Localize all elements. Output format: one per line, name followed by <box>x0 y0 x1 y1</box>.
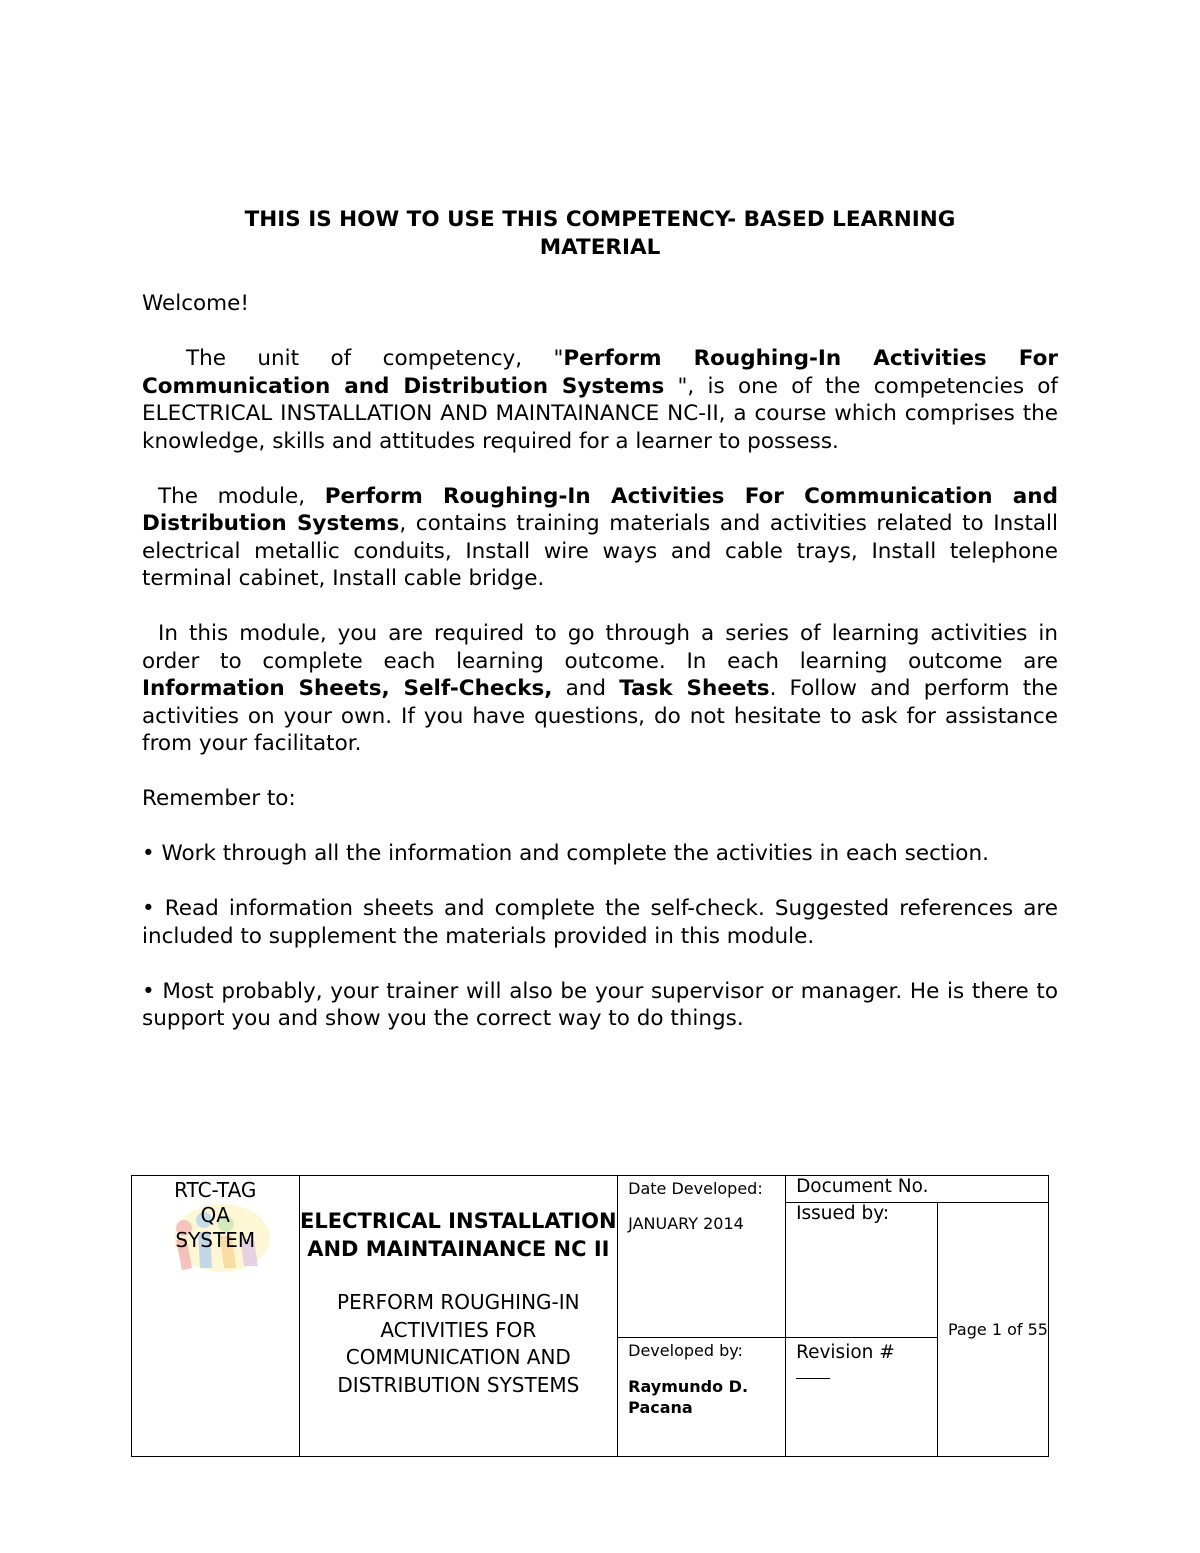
para2-pre: The module, <box>158 483 325 509</box>
logo-line-2: QA <box>200 1203 230 1227</box>
para3-pre: In this module, you are required to go through a series of learning activities in order to complete each learning outcome. In each learning outcome are <box>142 621 1058 674</box>
document-no-cell <box>786 1176 1049 1203</box>
para1-bold: Perform Roughing-In Activities For Communication and Distribution Systems <box>142 346 1058 399</box>
bullet-item: • Most probably, your trainer will also be your supervisor or manager. He is there to support you and show you the correct way to do things. <box>142 978 1058 1031</box>
title-line-2: MATERIAL <box>539 235 661 260</box>
para2-bold: Perform Roughing-In Activities For Communication and Distribution Systems <box>142 483 1058 536</box>
document-control-footer <box>131 1175 1049 1457</box>
logo-line-1: RTC-TAG <box>174 1178 257 1202</box>
remember-heading: Remember to: <box>142 786 296 811</box>
qualification-title: ELECTRICAL INSTALLATION AND MAINTAINANCE NC II <box>300 1209 617 1261</box>
para3-post: . Follow and perform the activities on your own. If you have questions, do not hesitate to ask for assistance from your facilitator. <box>142 676 1058 756</box>
para3-mid: and <box>552 676 620 701</box>
page-number: Page 1 of 55 <box>948 1320 1048 1339</box>
issued-by-label: Issued by: <box>796 1203 890 1224</box>
logo-text <box>132 1176 299 1253</box>
issued-by-cell <box>786 1203 938 1338</box>
document-no-label: Document No. <box>796 1176 929 1197</box>
revision-label: Revision # <box>796 1342 895 1363</box>
page-number-cell <box>938 1203 1049 1457</box>
bullet-item: • Read information sheets and complete the self-check. Suggested references are included to supplement the materials provided in this module. <box>142 896 1058 949</box>
body-text <box>142 290 1058 1060</box>
para1-post: ", is one of the competencies of ELECTRICAL INSTALLATION AND MAINTAINANCE NC-II, a course which comprises the knowledge, skills and attitudes required for a learner to possess. <box>142 373 1059 454</box>
logo-line-3: SYSTEM <box>175 1228 256 1252</box>
date-developed-label: Date Developed: <box>628 1179 763 1198</box>
welcome-text: Welcome! <box>142 291 249 316</box>
footer-logo-cell <box>132 1176 300 1457</box>
para2-post: , contains training materials and activities related to Install electrical metallic conduits, Install wire ways and cable trays, Install telephone terminal cabinet, Install cable bridge. <box>142 511 1058 591</box>
page-title <box>142 206 1058 262</box>
paragraph-module <box>142 483 1058 593</box>
developer-name: Raymundo D. Pacana <box>628 1377 749 1417</box>
revision-cell <box>786 1338 938 1457</box>
title-line-1: THIS IS HOW TO USE THIS COMPETENCY- BASED LEARNING <box>244 207 956 232</box>
revision-blank-line <box>796 1363 937 1384</box>
paragraph-unit-of-competency <box>142 345 1058 455</box>
developed-by-cell <box>618 1338 786 1457</box>
para1-pre: The unit of competency, " <box>186 346 564 371</box>
para3-bold-1: Information Sheets, Self-Checks, <box>142 676 553 701</box>
footer-title-cell <box>299 1176 618 1457</box>
date-developed-cell <box>618 1176 786 1338</box>
developed-by-label: Developed by: <box>628 1341 743 1360</box>
para3-bold-2: Task Sheets <box>619 676 770 701</box>
date-developed-value: JANUARY 2014 <box>628 1214 744 1233</box>
bullet-item: • Work through all the information and complete the activities in each section. <box>142 841 989 866</box>
module-title: PERFORM ROUGHING-IN ACTIVITIES FOR COMMUNICATION AND DISTRIBUTION SYSTEMS <box>337 1290 580 1397</box>
paragraph-instructions <box>142 620 1058 758</box>
